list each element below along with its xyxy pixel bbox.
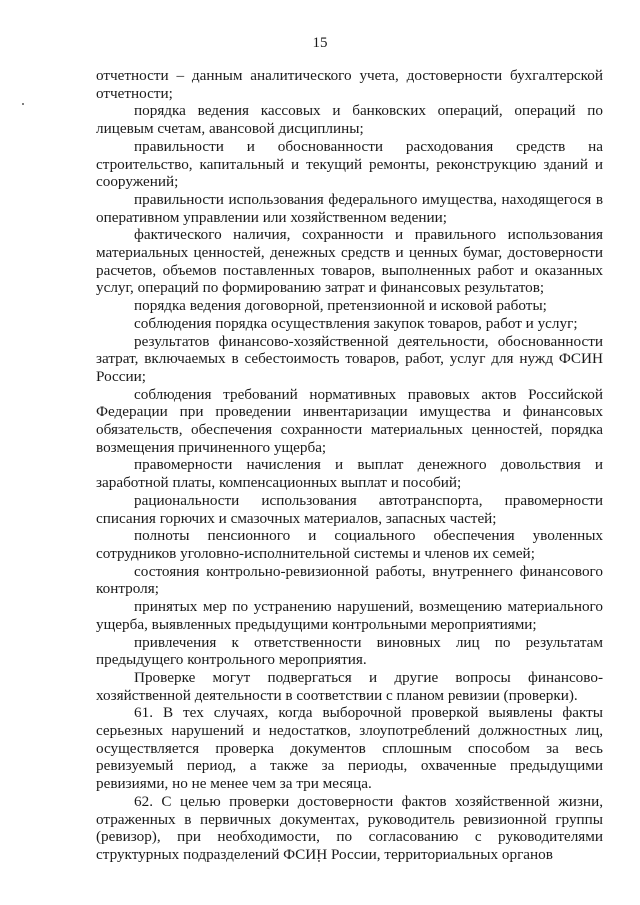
paragraph: правильности использования федерального имущества, находящегося в оперативном управлении или хозяйственном ведении; [96,190,603,226]
document-body [96,67,603,864]
paragraph: соблюдения требований нормативных правовых актов Российской Федерации при проведении инвентаризации имущества и финансовых обязательств, обеспечения сохранности материальных ценностей, порядка возмещения причиненного ущерба; [96,385,603,456]
paragraph: порядка ведения договорной, претензионной и исковой работы; [134,297,547,315]
scan-speck [22,103,24,105]
paragraph: соблюдения порядка осуществления закупок товаров, работ и услуг; [134,314,578,332]
paragraph: привлечения к ответственности виновных лиц по результатам предыдущего контрольного мероприятия. [96,633,603,669]
paragraph: правильности и обоснованности расходования средств на строительство, капитальный и текущий ремонты, реконструкцию зданий и сооружений; [96,137,603,191]
page-number: 15 [312,35,328,51]
paragraph: 62. С целью проверки достоверности фактов хозяйственной жизни, отраженных в первичных документах, руководитель ревизионной группы (ревизор), при необходимости, по согласованию с руководителями структурных подразделений ФСИН России, территориальных органов [96,792,603,863]
paragraph: полноты пенсионного и социального обеспечения уволенных сотрудников уголовно-исполнительной системы и членов их семей; [96,527,603,562]
paragraph: результатов финансово-хозяйственной деятельности, обоснованности затрат, включаемых в себестоимость товаров, работ, услуг для нужд ФСИН России; [96,332,603,385]
paragraph: рациональности использования автотранспорта, правомерности списания горючих и смазочных материалов, запасных частей; [96,491,603,527]
paragraph: Проверке могут подвергаться и другие вопросы финансово-хозяйственной деятельности в соответствии с планом ревизии (проверки). [96,668,603,704]
paragraph: 61. В тех случаях, когда выборочной проверкой выявлены факты серьезных нарушений и недостатков, злоупотреблений должностных лиц, осуществляется проверка документов сплошным способом за весь ревизуемый период, а также за периоды, охваченные предыдущими ревизиями, но не менее чем за три месяца. [96,704,603,793]
paragraph: состояния контрольно-ревизионной работы, внутреннего финансового контроля; [96,562,603,598]
paragraph: порядка ведения кассовых и банковских операций, операций по лицевым счетам, авансовой дисциплины; [96,102,603,138]
paragraph: правомерности начисления и выплат денежного довольствия и заработной платы, компенсационных выплат и пособий; [96,456,603,492]
paragraph: принятых мер по устранению нарушений, возмещению материального ущерба, выявленных предыдущими контрольными мероприятиями; [96,598,603,633]
paragraph: фактического наличия, сохранности и правильного использования материальных ценностей, денежных средств и ценных бумаг, достоверности расчетов, объемов поставленных товаров, выполненных работ и оказанных услуг, операций по формированию затрат и финансовых результатов; [96,226,603,297]
paragraph: отчетности – данным аналитического учета, достоверности бухгалтерской отчетности; [96,67,603,102]
